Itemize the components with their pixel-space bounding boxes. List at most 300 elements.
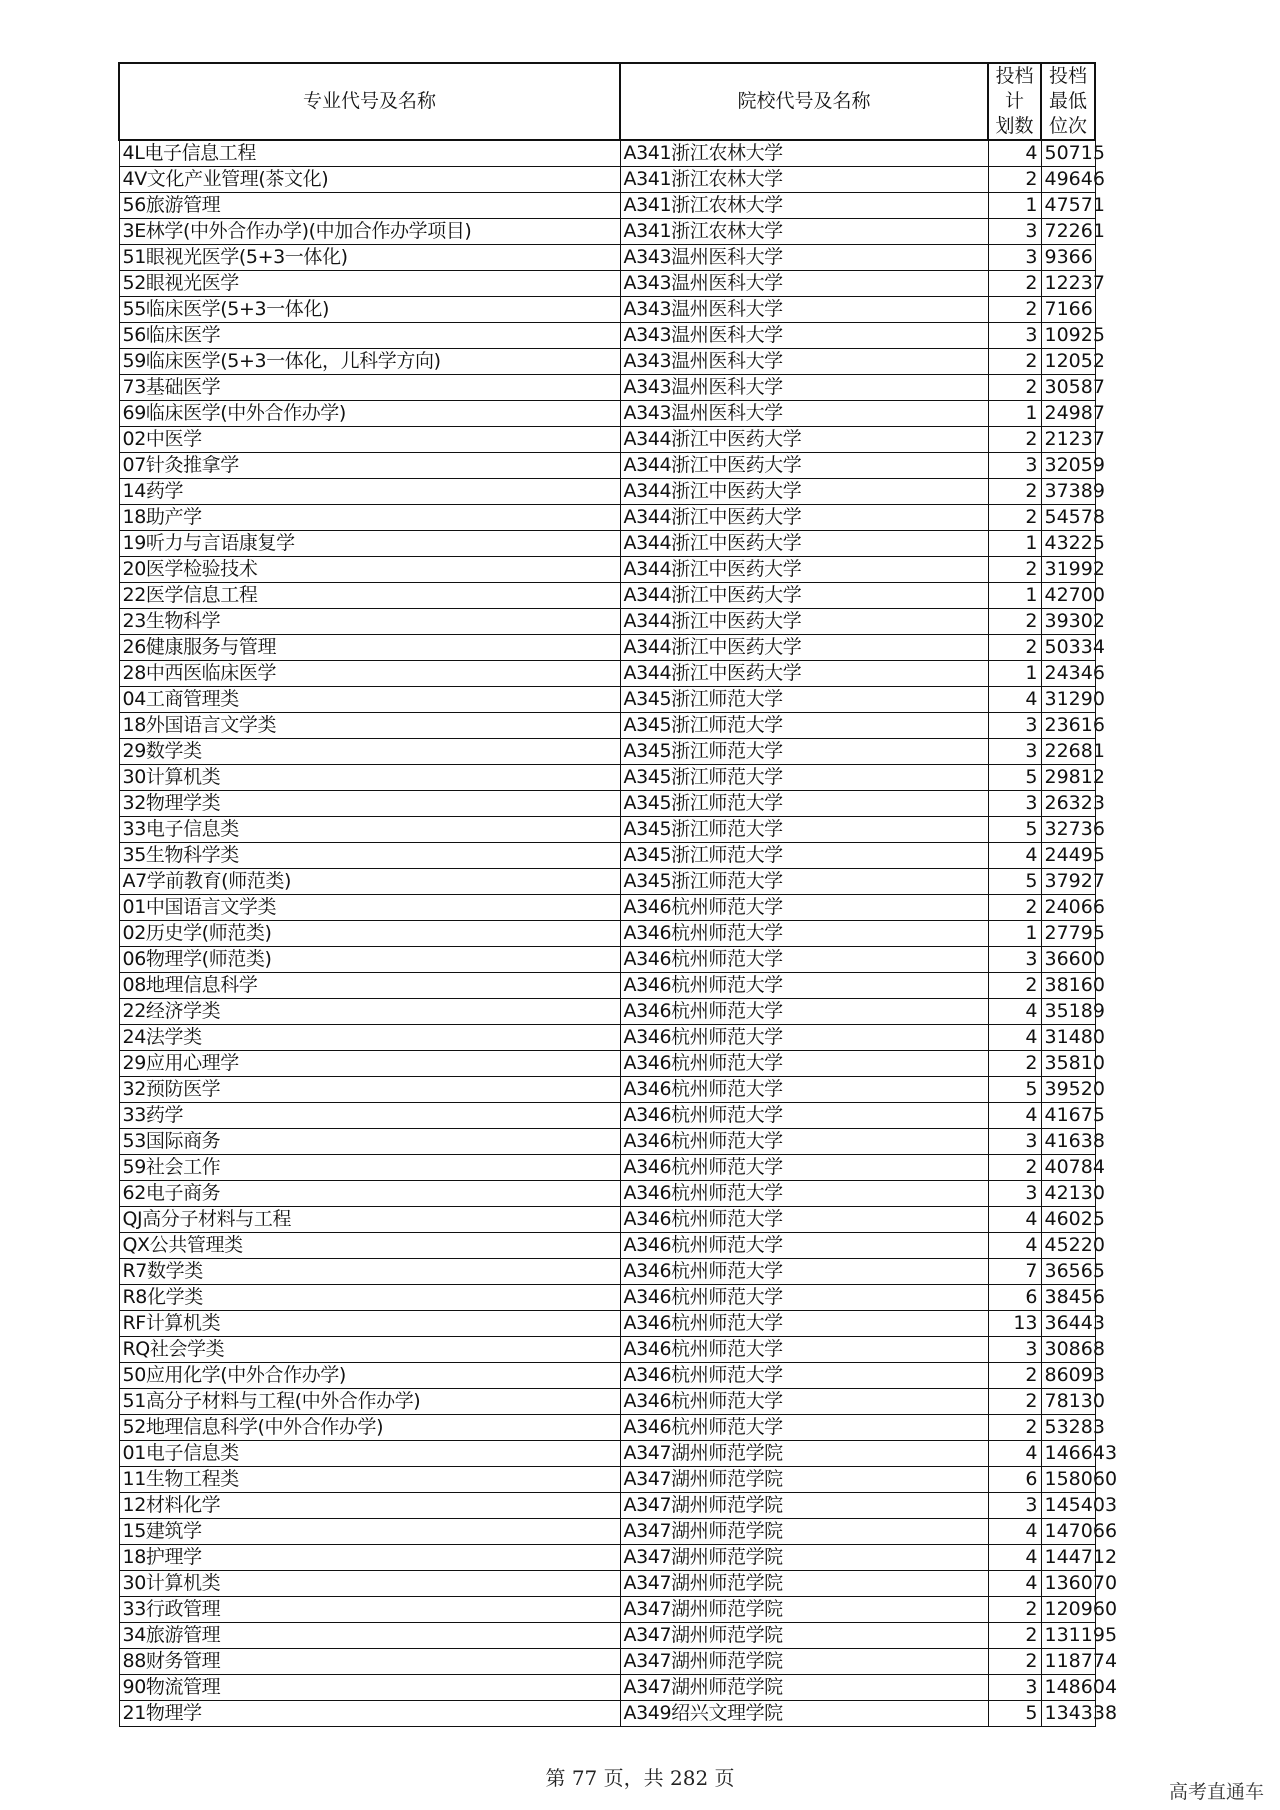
table-row [119, 1701, 1095, 1727]
cell-plan-count: 3 [988, 1493, 1041, 1519]
cell-min-rank: 42130 [1041, 1181, 1095, 1207]
cell-plan-count: 5 [988, 1701, 1041, 1727]
cell-plan-count: 3 [988, 739, 1041, 765]
cell-min-rank: 134338 [1041, 1701, 1095, 1727]
cell-min-rank: 45220 [1041, 1233, 1095, 1259]
table-row [119, 349, 1095, 375]
cell-min-rank: 72261 [1041, 219, 1095, 245]
cell-major: 3E林学(中外合作办学)(中加合作办学项目) [119, 219, 620, 245]
cell-school: A347湖州师范学院 [620, 1623, 988, 1649]
cell-school: A347湖州师范学院 [620, 1675, 988, 1701]
cell-min-rank: 147066 [1041, 1519, 1095, 1545]
table-row [119, 375, 1095, 401]
cell-school: A346杭州师范大学 [620, 1389, 988, 1415]
cell-min-rank: 12237 [1041, 271, 1095, 297]
table-row [119, 1233, 1095, 1259]
cell-major: 56临床医学 [119, 323, 620, 349]
cell-major: 90物流管理 [119, 1675, 620, 1701]
header-major: 专业代号及名称 [119, 63, 620, 140]
cell-school: A346杭州师范大学 [620, 1415, 988, 1441]
cell-major: 32预防医学 [119, 1077, 620, 1103]
cell-school: A343温州医科大学 [620, 271, 988, 297]
cell-major: 07针灸推拿学 [119, 453, 620, 479]
cell-plan-count: 1 [988, 921, 1041, 947]
table-row [119, 1389, 1095, 1415]
cell-major: 62电子商务 [119, 1181, 620, 1207]
table-row [119, 1259, 1095, 1285]
cell-school: A341浙江农林大学 [620, 167, 988, 193]
cell-school: A343温州医科大学 [620, 297, 988, 323]
table-row [119, 713, 1095, 739]
cell-major: 20医学检验技术 [119, 557, 620, 583]
cell-min-rank: 118774 [1041, 1649, 1095, 1675]
cell-major: 32物理学类 [119, 791, 620, 817]
cell-plan-count: 3 [988, 219, 1041, 245]
table-row [119, 817, 1095, 843]
cell-major: 33电子信息类 [119, 817, 620, 843]
cell-school: A346杭州师范大学 [620, 1155, 988, 1181]
cell-school: A346杭州师范大学 [620, 1025, 988, 1051]
cell-plan-count: 4 [988, 843, 1041, 869]
cell-plan-count: 2 [988, 1155, 1041, 1181]
table-row [119, 245, 1095, 271]
admission-table [118, 62, 1118, 1727]
cell-plan-count: 3 [988, 947, 1041, 973]
cell-min-rank: 36565 [1041, 1259, 1095, 1285]
cell-plan-count: 2 [988, 479, 1041, 505]
cell-school: A346杭州师范大学 [620, 999, 988, 1025]
table-row [119, 687, 1095, 713]
cell-plan-count: 6 [988, 1467, 1041, 1493]
cell-plan-count: 3 [988, 1337, 1041, 1363]
cell-major: 30计算机类 [119, 765, 620, 791]
cell-min-rank: 24495 [1041, 843, 1095, 869]
table-row [119, 479, 1095, 505]
cell-min-rank: 39302 [1041, 609, 1095, 635]
cell-min-rank: 23616 [1041, 713, 1095, 739]
table-row [119, 505, 1095, 531]
cell-plan-count: 2 [988, 167, 1041, 193]
cell-min-rank: 30587 [1041, 375, 1095, 401]
table-row [119, 219, 1095, 245]
cell-min-rank: 9366 [1041, 245, 1095, 271]
cell-school: A345浙江师范大学 [620, 765, 988, 791]
cell-min-rank: 146643 [1041, 1441, 1095, 1467]
cell-plan-count: 4 [988, 687, 1041, 713]
cell-major: 15建筑学 [119, 1519, 620, 1545]
cell-min-rank: 136070 [1041, 1571, 1095, 1597]
table-row [119, 739, 1095, 765]
cell-plan-count: 3 [988, 713, 1041, 739]
cell-school: A347湖州师范学院 [620, 1545, 988, 1571]
cell-school: A347湖州师范学院 [620, 1597, 988, 1623]
table-row [119, 1571, 1095, 1597]
cell-plan-count: 2 [988, 1597, 1041, 1623]
table-row [119, 1623, 1095, 1649]
cell-min-rank: 30868 [1041, 1337, 1095, 1363]
cell-school: A347湖州师范学院 [620, 1519, 988, 1545]
cell-plan-count: 2 [988, 1415, 1041, 1441]
cell-plan-count: 5 [988, 765, 1041, 791]
cell-major: A7学前教育(师范类) [119, 869, 620, 895]
cell-school: A349绍兴文理学院 [620, 1701, 988, 1727]
table-row [119, 1207, 1095, 1233]
cell-major: 01电子信息类 [119, 1441, 620, 1467]
table-row [119, 1129, 1095, 1155]
cell-school: A344浙江中医药大学 [620, 661, 988, 687]
cell-min-rank: 7166 [1041, 297, 1095, 323]
cell-plan-count: 1 [988, 531, 1041, 557]
cell-school: A347湖州师范学院 [620, 1467, 988, 1493]
table-row [119, 947, 1095, 973]
table-row [119, 401, 1095, 427]
cell-school: A347湖州师范学院 [620, 1649, 988, 1675]
cell-major: 12材料化学 [119, 1493, 620, 1519]
cell-min-rank: 47571 [1041, 193, 1095, 219]
cell-min-rank: 145403 [1041, 1493, 1095, 1519]
table-row [119, 193, 1095, 219]
cell-min-rank: 144712 [1041, 1545, 1095, 1571]
cell-plan-count: 2 [988, 1623, 1041, 1649]
cell-major: 18外国语言文学类 [119, 713, 620, 739]
cell-school: A346杭州师范大学 [620, 1051, 988, 1077]
header-rank-line2: 位次 [1048, 115, 1087, 137]
cell-school: A343温州医科大学 [620, 349, 988, 375]
cell-major: 18护理学 [119, 1545, 620, 1571]
cell-min-rank: 10925 [1041, 323, 1095, 349]
cell-school: A344浙江中医药大学 [620, 479, 988, 505]
page-number-footer: 第 77 页，共 282 页 [545, 1766, 735, 1790]
cell-min-rank: 32059 [1041, 453, 1095, 479]
cell-plan-count: 4 [988, 1519, 1041, 1545]
cell-min-rank: 26323 [1041, 791, 1095, 817]
cell-plan-count: 3 [988, 1181, 1041, 1207]
header-rank [1041, 63, 1095, 140]
cell-major: 51眼视光医学(5+3一体化) [119, 245, 620, 271]
cell-school: A346杭州师范大学 [620, 895, 988, 921]
cell-major: 22医学信息工程 [119, 583, 620, 609]
table-row [119, 427, 1095, 453]
cell-plan-count: 2 [988, 895, 1041, 921]
cell-min-rank: 24346 [1041, 661, 1095, 687]
table-row [119, 271, 1095, 297]
cell-major: QX公共管理类 [119, 1233, 620, 1259]
table-row [119, 1545, 1095, 1571]
table-body [119, 140, 1118, 1727]
cell-plan-count: 4 [988, 999, 1041, 1025]
header-row [119, 63, 1095, 140]
cell-plan-count: 1 [988, 401, 1041, 427]
cell-min-rank: 24987 [1041, 401, 1095, 427]
cell-school: A346杭州师范大学 [620, 947, 988, 973]
table-row [119, 1467, 1095, 1493]
cell-plan-count: 3 [988, 1129, 1041, 1155]
cell-major: 24法学类 [119, 1025, 620, 1051]
cell-major: QJ高分子材料与工程 [119, 1207, 620, 1233]
cell-major: 29数学类 [119, 739, 620, 765]
cell-school: A345浙江师范大学 [620, 843, 988, 869]
cell-plan-count: 4 [988, 1103, 1041, 1129]
table-row [119, 297, 1095, 323]
cell-min-rank: 50334 [1041, 635, 1095, 661]
cell-school: A344浙江中医药大学 [620, 609, 988, 635]
cell-school: A343温州医科大学 [620, 323, 988, 349]
table-row [119, 453, 1095, 479]
cell-min-rank: 36600 [1041, 947, 1095, 973]
cell-school: A346杭州师范大学 [620, 1285, 988, 1311]
cell-school: A343温州医科大学 [620, 401, 988, 427]
cell-plan-count: 2 [988, 375, 1041, 401]
cell-major: 59社会工作 [119, 1155, 620, 1181]
cell-major: 52地理信息科学(中外合作办学) [119, 1415, 620, 1441]
cell-school: A345浙江师范大学 [620, 739, 988, 765]
cell-min-rank: 46025 [1041, 1207, 1095, 1233]
cell-min-rank: 35810 [1041, 1051, 1095, 1077]
table-row [119, 921, 1095, 947]
table-row [119, 1051, 1095, 1077]
cell-major: 30计算机类 [119, 1571, 620, 1597]
cell-major: 73基础医学 [119, 375, 620, 401]
table-row [119, 1337, 1095, 1363]
cell-major: 88财务管理 [119, 1649, 620, 1675]
cell-school: A346杭州师范大学 [620, 1337, 988, 1363]
table-row [119, 1675, 1095, 1701]
cell-min-rank: 158060 [1041, 1467, 1095, 1493]
table-row [119, 140, 1095, 167]
header-plan-line1: 投档计 [995, 65, 1034, 112]
table-row [119, 1155, 1095, 1181]
table-row [119, 661, 1095, 687]
table-row [119, 869, 1095, 895]
table-row [119, 635, 1095, 661]
header-plan [988, 63, 1041, 140]
table-row [119, 1077, 1095, 1103]
cell-major: 55临床医学(5+3一体化) [119, 297, 620, 323]
cell-min-rank: 40784 [1041, 1155, 1095, 1181]
cell-major: 18助产学 [119, 505, 620, 531]
cell-min-rank: 21237 [1041, 427, 1095, 453]
cell-plan-count: 2 [988, 271, 1041, 297]
cell-major: 56旅游管理 [119, 193, 620, 219]
cell-major: 14药学 [119, 479, 620, 505]
cell-major: 29应用心理学 [119, 1051, 620, 1077]
cell-min-rank: 37927 [1041, 869, 1095, 895]
cell-school: A346杭州师范大学 [620, 1129, 988, 1155]
cell-school: A341浙江农林大学 [620, 140, 988, 167]
cell-plan-count: 4 [988, 1545, 1041, 1571]
cell-major: R7数学类 [119, 1259, 620, 1285]
cell-plan-count: 4 [988, 1571, 1041, 1597]
table-row [119, 973, 1095, 999]
cell-min-rank: 148604 [1041, 1675, 1095, 1701]
cell-major: 21物理学 [119, 1701, 620, 1727]
cell-min-rank: 27795 [1041, 921, 1095, 947]
cell-plan-count: 2 [988, 635, 1041, 661]
table-row [119, 1597, 1095, 1623]
table-row [119, 167, 1095, 193]
cell-major: 22经济学类 [119, 999, 620, 1025]
cell-school: A343温州医科大学 [620, 245, 988, 271]
cell-school: A346杭州师范大学 [620, 1103, 988, 1129]
cell-min-rank: 131195 [1041, 1623, 1095, 1649]
cell-school: A344浙江中医药大学 [620, 505, 988, 531]
cell-school: A346杭州师范大学 [620, 921, 988, 947]
cell-major: 06物理学(师范类) [119, 947, 620, 973]
cell-school: A344浙江中医药大学 [620, 635, 988, 661]
cell-school: A343温州医科大学 [620, 375, 988, 401]
table-row [119, 999, 1095, 1025]
cell-plan-count: 5 [988, 817, 1041, 843]
table-row [119, 609, 1095, 635]
cell-min-rank: 38456 [1041, 1285, 1095, 1311]
cell-min-rank: 41638 [1041, 1129, 1095, 1155]
cell-min-rank: 38160 [1041, 973, 1095, 999]
cell-plan-count: 6 [988, 1285, 1041, 1311]
cell-school: A347湖州师范学院 [620, 1441, 988, 1467]
table-row [119, 895, 1095, 921]
table-header [119, 63, 1095, 140]
cell-major: RF计算机类 [119, 1311, 620, 1337]
cell-school: A346杭州师范大学 [620, 1233, 988, 1259]
cell-min-rank: 32736 [1041, 817, 1095, 843]
cell-major: 34旅游管理 [119, 1623, 620, 1649]
cell-major: 50应用化学(中外合作办学) [119, 1363, 620, 1389]
table-row [119, 765, 1095, 791]
cell-major: 28中西医临床医学 [119, 661, 620, 687]
cell-school: A344浙江中医药大学 [620, 531, 988, 557]
cell-major: 02历史学(师范类) [119, 921, 620, 947]
table-row [119, 843, 1095, 869]
cell-major: 35生物科学类 [119, 843, 620, 869]
table-row [119, 1311, 1095, 1337]
cell-school: A346杭州师范大学 [620, 973, 988, 999]
cell-min-rank: 31992 [1041, 557, 1095, 583]
cell-plan-count: 2 [988, 427, 1041, 453]
cell-plan-count: 3 [988, 791, 1041, 817]
cell-plan-count: 2 [988, 505, 1041, 531]
cell-school: A344浙江中医药大学 [620, 453, 988, 479]
cell-min-rank: 39520 [1041, 1077, 1095, 1103]
table-row [119, 791, 1095, 817]
cell-school: A347湖州师范学院 [620, 1571, 988, 1597]
cell-major: 59临床医学(5+3一体化，儿科学方向) [119, 349, 620, 375]
cell-min-rank: 37389 [1041, 479, 1095, 505]
cell-min-rank: 49646 [1041, 167, 1095, 193]
cell-major: RQ社会学类 [119, 1337, 620, 1363]
cell-plan-count: 5 [988, 1077, 1041, 1103]
cell-major: R8化学类 [119, 1285, 620, 1311]
cell-school: A345浙江师范大学 [620, 817, 988, 843]
table-row [119, 1519, 1095, 1545]
cell-school: A344浙江中医药大学 [620, 557, 988, 583]
cell-min-rank: 50715 [1041, 140, 1095, 167]
cell-min-rank: 36443 [1041, 1311, 1095, 1337]
cell-major: 02中医学 [119, 427, 620, 453]
header-plan-line2: 划数 [995, 115, 1034, 137]
cell-major: 23生物科学 [119, 609, 620, 635]
cell-school: A344浙江中医药大学 [620, 427, 988, 453]
table-row [119, 1103, 1095, 1129]
cell-school: A345浙江师范大学 [620, 687, 988, 713]
table-row [119, 1181, 1095, 1207]
cell-plan-count: 2 [988, 297, 1041, 323]
table-row [119, 557, 1095, 583]
cell-plan-count: 2 [988, 1363, 1041, 1389]
cell-plan-count: 4 [988, 1441, 1041, 1467]
table-row [119, 1441, 1095, 1467]
table-row [119, 583, 1095, 609]
cell-plan-count: 3 [988, 245, 1041, 271]
cell-min-rank: 41675 [1041, 1103, 1095, 1129]
cell-major: 4L电子信息工程 [119, 140, 620, 167]
cell-major: 51高分子材料与工程(中外合作办学) [119, 1389, 620, 1415]
cell-major: 52眼视光医学 [119, 271, 620, 297]
table-row [119, 1415, 1095, 1441]
cell-min-rank: 54578 [1041, 505, 1095, 531]
header-school: 院校代号及名称 [620, 63, 988, 140]
cell-major: 33行政管理 [119, 1597, 620, 1623]
cell-school: A345浙江师范大学 [620, 869, 988, 895]
cell-plan-count: 1 [988, 583, 1041, 609]
cell-plan-count: 4 [988, 140, 1041, 167]
watermark-text: 高考直通车 [1168, 1781, 1264, 1803]
cell-plan-count: 2 [988, 1389, 1041, 1415]
cell-major: 11生物工程类 [119, 1467, 620, 1493]
cell-school: A347湖州师范学院 [620, 1493, 988, 1519]
cell-min-rank: 53283 [1041, 1415, 1095, 1441]
cell-min-rank: 86093 [1041, 1363, 1095, 1389]
cell-plan-count: 4 [988, 1207, 1041, 1233]
cell-plan-count: 4 [988, 1233, 1041, 1259]
cell-plan-count: 1 [988, 661, 1041, 687]
header-rank-line1: 投档最低 [1048, 65, 1087, 112]
cell-plan-count: 5 [988, 869, 1041, 895]
cell-min-rank: 24066 [1041, 895, 1095, 921]
cell-major: 53国际商务 [119, 1129, 620, 1155]
table-row [119, 1285, 1095, 1311]
cell-plan-count: 4 [988, 1025, 1041, 1051]
cell-plan-count: 3 [988, 453, 1041, 479]
table-row [119, 1363, 1095, 1389]
cell-min-rank: 35189 [1041, 999, 1095, 1025]
cell-plan-count: 2 [988, 349, 1041, 375]
cell-school: A345浙江师范大学 [620, 713, 988, 739]
cell-major: 08地理信息科学 [119, 973, 620, 999]
cell-school: A346杭州师范大学 [620, 1311, 988, 1337]
cell-school: A341浙江农林大学 [620, 193, 988, 219]
cell-major: 69临床医学(中外合作办学) [119, 401, 620, 427]
table-row [119, 1649, 1095, 1675]
cell-school: A345浙江师范大学 [620, 791, 988, 817]
cell-min-rank: 42700 [1041, 583, 1095, 609]
cell-plan-count: 7 [988, 1259, 1041, 1285]
cell-plan-count: 2 [988, 557, 1041, 583]
cell-min-rank: 29812 [1041, 765, 1095, 791]
cell-min-rank: 31480 [1041, 1025, 1095, 1051]
cell-major: 01中国语言文学类 [119, 895, 620, 921]
cell-plan-count: 1 [988, 193, 1041, 219]
cell-plan-count: 2 [988, 973, 1041, 999]
cell-school: A341浙江农林大学 [620, 219, 988, 245]
table-row [119, 531, 1095, 557]
cell-plan-count: 13 [988, 1311, 1041, 1337]
cell-min-rank: 31290 [1041, 687, 1095, 713]
table-row [119, 323, 1095, 349]
cell-major: 26健康服务与管理 [119, 635, 620, 661]
cell-plan-count: 2 [988, 1051, 1041, 1077]
cell-major: 4V文化产业管理(茶文化) [119, 167, 620, 193]
cell-school: A346杭州师范大学 [620, 1077, 988, 1103]
